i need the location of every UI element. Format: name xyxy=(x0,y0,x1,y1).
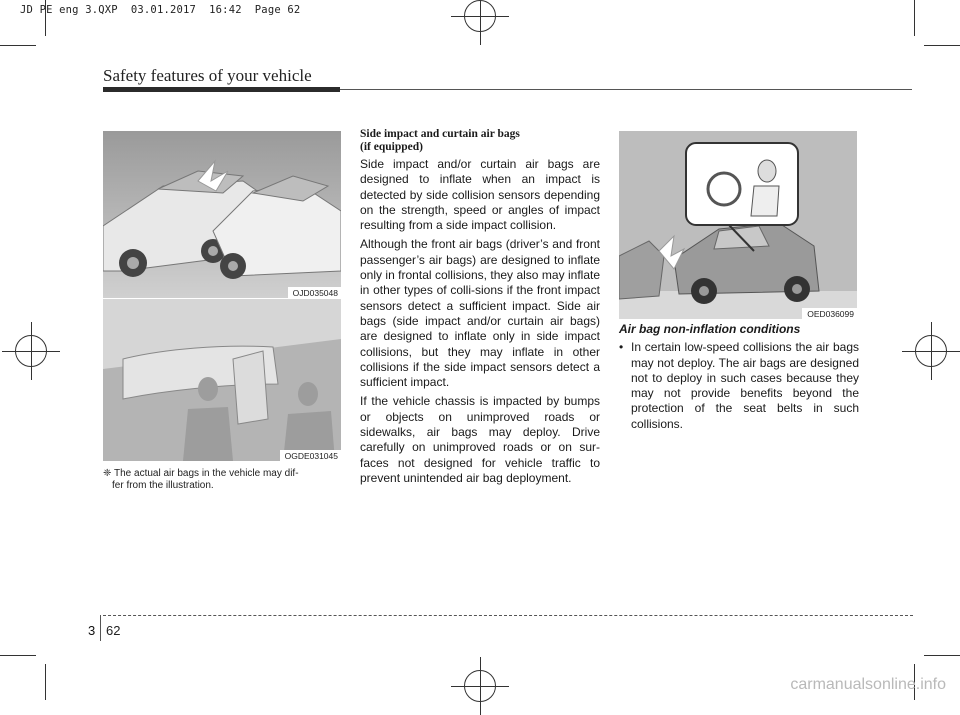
page-number-block xyxy=(88,623,95,638)
crop-mark xyxy=(924,655,960,656)
low-speed-collision-illustration xyxy=(619,131,857,319)
crop-mark xyxy=(0,45,36,46)
figure-code: OGDE031045 xyxy=(280,450,341,461)
paragraph: If the vehicle chassis is impacted by bumps or objects on unimproved roads or sidewalks, air bags may deploy. Drive carefully on unimproved roads or on sur-faces not designed for vehicle traffic to prevent unintended air bag deployment. xyxy=(360,394,600,485)
registration-mark xyxy=(464,0,496,32)
non-inflation-text-column xyxy=(619,322,859,432)
footer-rule xyxy=(103,615,913,616)
figure-side-impact xyxy=(103,131,341,298)
section-title: Safety features of your vehicle xyxy=(103,66,312,85)
bullet-text: In certain low-speed collisions the air bags may not deploy. The air bags are designed not to deploy in such cases because they may not provide benefits beyond the protection of the seat belts in such collisions. xyxy=(631,340,859,431)
crop-mark xyxy=(924,45,960,46)
figure-curtain-airbag xyxy=(103,299,341,461)
figure-low-speed-collision xyxy=(619,131,857,319)
paragraph: Although the front air bags (driver’s and front passenger’s air bags) are designed to inflate only in frontal collisions, they also may inflate in other types of colli-sions if the front impact sensors detect a sufficient impact. Side air bags (side impact and/or curtain air bags) are designed to inflate only in side impact collisions, but they may inflate in other collisions if the side impact sensors detect a sufficient impact. xyxy=(360,237,600,390)
note-line1: The actual air bags in the vehicle may dif- xyxy=(114,468,299,479)
side-impact-text-column xyxy=(360,128,600,490)
crop-mark xyxy=(45,664,46,700)
note-symbol: ❈ xyxy=(103,468,112,479)
curtain-airbag-illustration xyxy=(103,299,341,461)
bullet-icon: • xyxy=(619,340,624,355)
header-rule xyxy=(340,89,912,90)
title-underline xyxy=(103,87,340,92)
watermark: carmanualsonline.info xyxy=(790,676,946,693)
figure-code: OJD035048 xyxy=(288,287,341,298)
registration-mark xyxy=(915,335,947,367)
note-line2: fer from the illustration. xyxy=(112,480,214,491)
print-slug: JD PE eng 3.QXP 03.01.2017 16:42 Page 62 xyxy=(20,4,301,16)
illustration-note xyxy=(103,468,343,492)
registration-mark xyxy=(464,670,496,702)
crop-mark xyxy=(914,0,915,36)
side-impact-illustration xyxy=(103,131,341,298)
page-number-separator xyxy=(100,615,101,641)
side-impact-heading xyxy=(360,128,600,154)
list-item xyxy=(619,340,859,432)
non-inflation-heading: Air bag non-inflation conditions xyxy=(619,322,801,336)
figure-code: OED036099 xyxy=(802,308,857,319)
crop-mark xyxy=(0,655,36,656)
paragraph: Side impact and/or curtain air bags are designed to inflate when an impact is detected by side collision sensors depending on the strength, speed or angles of impact resulting from a side impact collision. xyxy=(360,157,600,233)
chapter-number: 3 xyxy=(88,623,96,638)
heading-line1: Side impact and curtain air bags xyxy=(360,128,520,140)
heading-line2: (if equipped) xyxy=(360,141,423,153)
page-number: 62 xyxy=(106,623,121,638)
registration-mark xyxy=(15,335,47,367)
